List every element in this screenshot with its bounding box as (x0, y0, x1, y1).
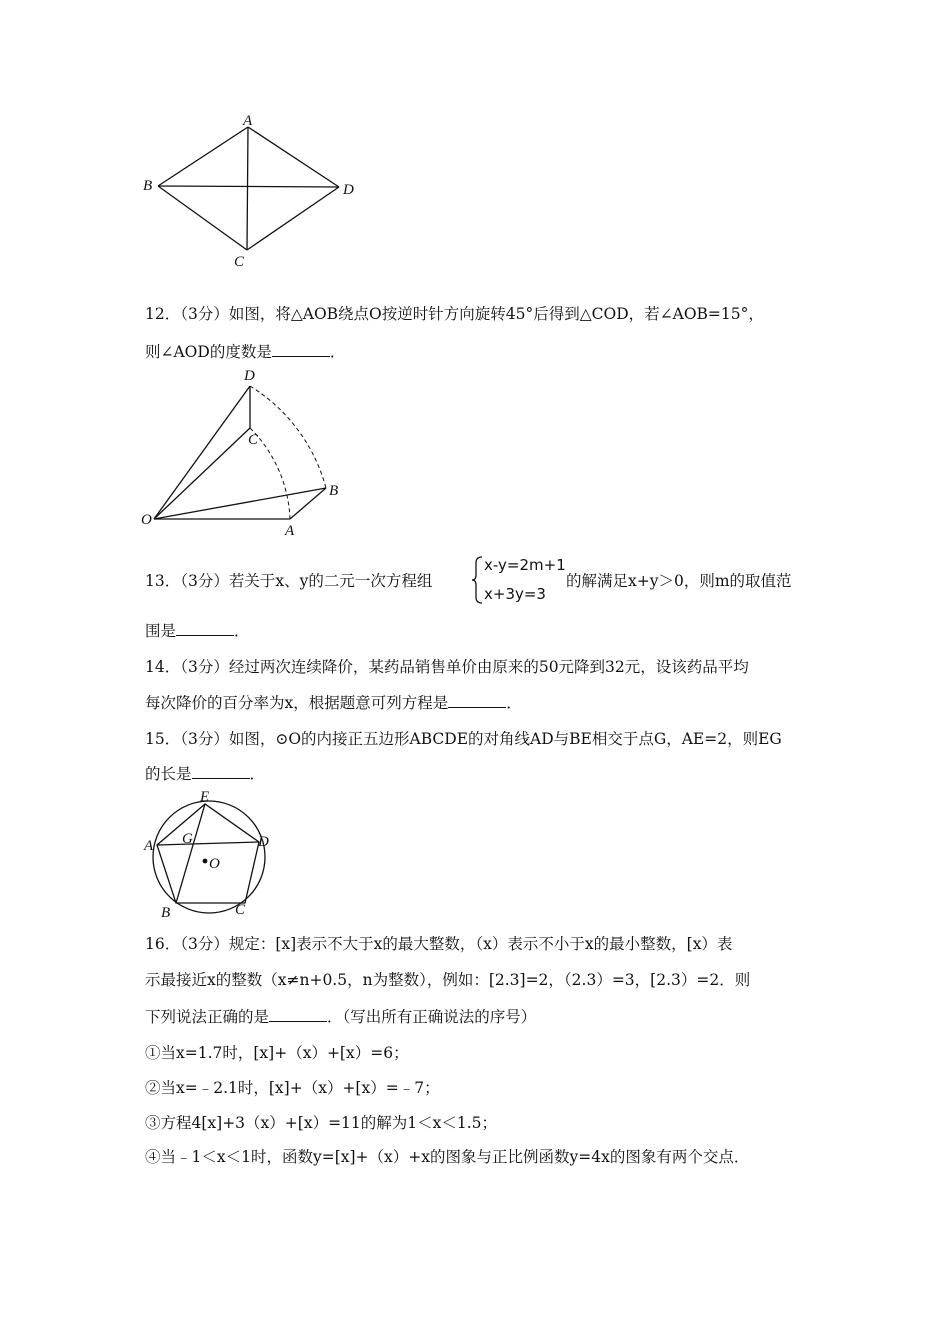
q15-line2-post: ． (249, 765, 266, 783)
label-B: B (143, 178, 153, 194)
q12-line1: 12．（3分）如图，将△AOB绕点O按逆时针方向旋转45°后得到△COD，若∠AOB=15°， (145, 305, 764, 323)
answer-blank (192, 764, 250, 779)
label-A: A (243, 113, 253, 129)
answer-blank (176, 621, 234, 636)
label-C: C (235, 902, 246, 918)
label-D: D (244, 368, 255, 384)
q15-line2 (145, 764, 265, 784)
pentagon-figure (140, 788, 280, 923)
label-O: O (141, 512, 152, 528)
q14-line1: 14．（3分）经过两次连续降价，某药品销售单价由原来的50元降到32元，设该药品平均 (145, 658, 749, 676)
rotation-figure (138, 362, 363, 542)
q15-line1: 15．（3分）如图，⊙O的内接正五边形ABCDE的对角线AD与BE相交于点G，AE=2，则EG (145, 730, 782, 748)
label-C: C (234, 254, 245, 270)
q16-line3-pre: 下列说法正确的是 (145, 1008, 270, 1026)
label-B: B (329, 483, 339, 499)
label-G: G (182, 831, 193, 847)
q13-line2 (145, 621, 250, 641)
q16-option-3: ③方程4[x]+3（x）+[x）=11的解为1＜x＜1.5； (145, 1114, 498, 1132)
q16-option-2: ②当x=﹣2.1时，[x]+（x）+[x）=﹣7； (145, 1079, 440, 1097)
q16-option-4: ④当﹣1＜x＜1时，函数y=[x]+（x）+x的图象与正比例函数y=4x的图象有两个交点． (145, 1148, 750, 1166)
equation-brace (470, 555, 484, 605)
q16-line1: 16．（3分）规定：[x]表示不大于x的最大整数，（x）表示不小于x的最小整数，[x）表 (145, 935, 733, 953)
q15-line2-pre: 的长是 (145, 765, 192, 783)
q14-line2 (145, 693, 522, 713)
q13-line2-pre: 围是 (145, 622, 177, 640)
label-B: B (161, 905, 171, 921)
q16-line2: 示最接近x的整数（x≠n+0.5，n为整数），例如：[2.3]=2，（2.3）=3，[2.3）=2．则 (145, 971, 751, 989)
answer-blank (269, 1007, 327, 1022)
q14-line2-post: ． (506, 694, 522, 712)
equation-1: x-y=2m+1 (484, 556, 566, 574)
q13-line1-post: 的解满足x+y＞0，则m的取值范 (566, 572, 792, 590)
q12-line2-post: ． (329, 343, 346, 361)
equation-2: x+3y=3 (484, 585, 546, 603)
rhombus-figure (140, 110, 365, 275)
label-E: E (200, 789, 210, 805)
q16-option-1: ①当x=1.7时，[x]+（x）+[x）=6； (145, 1044, 409, 1062)
label-A: A (285, 523, 295, 539)
q12-line2-pre: 则∠AOD的度数是 (145, 343, 272, 361)
q16-line3 (145, 1007, 536, 1027)
q16-line3-post: ．（写出所有正确说法的序号） (327, 1008, 537, 1026)
label-O: O (209, 856, 220, 872)
label-D: D (258, 834, 269, 850)
q12-line2 (145, 342, 345, 362)
answer-blank (448, 693, 506, 708)
q13-line1-pre: 13．（3分）若关于x、y的二元一次方程组 (145, 572, 433, 590)
answer-blank (272, 342, 330, 357)
label-D: D (343, 182, 354, 198)
label-C: C (248, 432, 259, 448)
q13-line2-post: ． (234, 622, 250, 640)
q14-line2-pre: 每次降价的百分率为x，根据题意可列方程是 (145, 694, 449, 712)
label-A: A (144, 838, 154, 854)
